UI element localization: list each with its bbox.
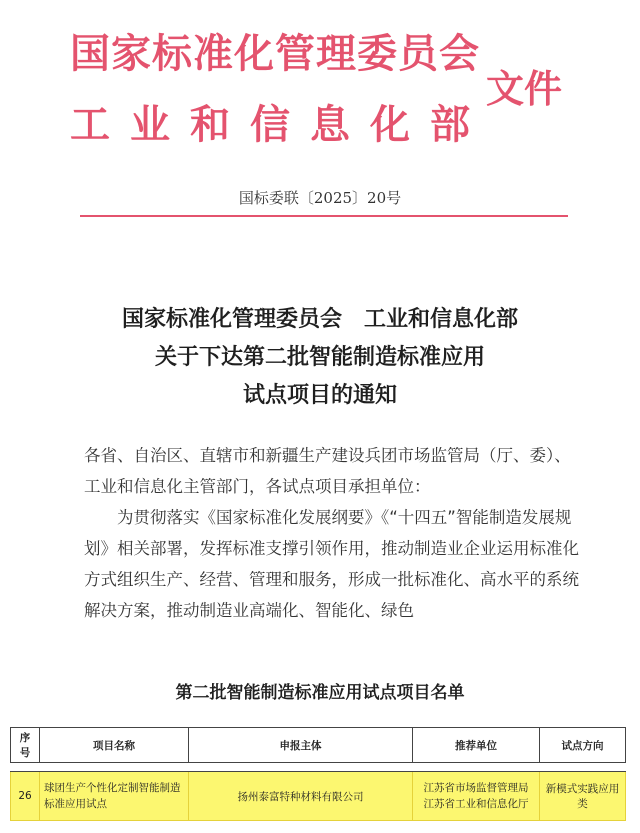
addressee-paragraph: 各省、自治区、直辖市和新疆生产建设兵团市场监管局（厅、委）、工业和信息化主管部门，各试点项目承担单位：	[84, 446, 571, 496]
recommender-2: 江苏省工业和信息化厅	[423, 798, 529, 810]
title-line-3: 试点项目的通知	[242, 382, 397, 408]
header-no: 序号	[11, 728, 40, 763]
notice-body	[84, 440, 584, 626]
title-line-2: 关于下达第二批智能制造标准应用	[154, 344, 485, 370]
issuer-line-2: 工业和信息化部	[70, 102, 490, 148]
cell-no: 26	[11, 772, 40, 821]
table-row	[11, 772, 626, 821]
red-divider-line	[80, 215, 568, 217]
notice-title	[0, 300, 640, 414]
project-table	[10, 727, 626, 821]
document-type-word: 文件	[486, 67, 563, 111]
table-gap-cell	[11, 763, 626, 772]
body-paragraph-1: 为贯彻落实《国家标准化发展纲要》《“十四五”智能制造发展规划》相关部署，发挥标准支撑引领作用，推动制造业企业运用标准化方式组织生产、经营、管理和服务，形成一批标准化、高水平的系统解决方案，推动制造业高端化、智能化、绿色	[84, 508, 579, 620]
issuer-line-1: 国家标准化管理委员会	[70, 31, 480, 77]
table-header-row	[11, 728, 626, 763]
header-applicant: 申报主体	[189, 728, 413, 763]
header-direction: 试点方向	[540, 728, 626, 763]
recommender-1: 江苏省市场监督管理局	[423, 782, 529, 794]
document-header	[0, 0, 640, 230]
header-project-name: 项目名称	[40, 728, 189, 763]
project-name-text: 球团生产个性化定制智能制造标准应用试点	[44, 782, 181, 810]
project-list-title: 第二批智能制造标准应用试点项目名单	[175, 683, 465, 703]
cell-project-name	[40, 772, 189, 821]
header-recommender: 推荐单位	[413, 728, 540, 763]
title-line-1: 国家标准化管理委员会 工业和信息化部	[121, 306, 518, 332]
cell-direction: 新模式实践应用类	[540, 772, 626, 821]
cell-recommender	[413, 772, 540, 821]
document-number: 国标委联〔2025〕20号	[238, 189, 402, 207]
cell-applicant: 扬州泰富特种材料有限公司	[189, 772, 413, 821]
table-gap	[11, 763, 626, 772]
